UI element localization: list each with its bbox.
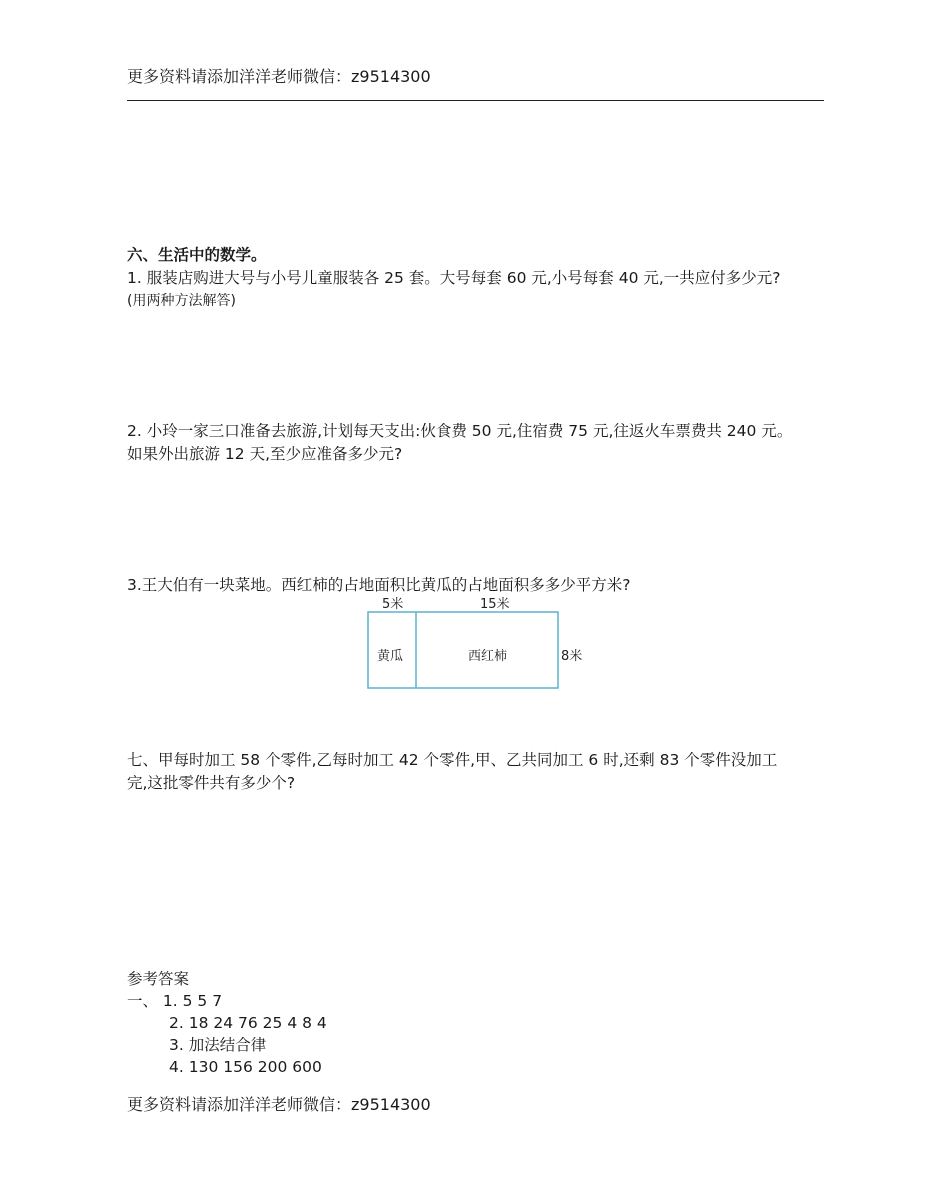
vegetable-plot-diagram — [352, 592, 622, 692]
header-rule — [127, 100, 824, 101]
q2-text-line2: 如果外出旅游 12 天,至少应准备多少元? — [127, 445, 403, 463]
section7-text-line1: 七、甲每时加工 58 个零件,乙每时加工 42 个零件,甲、乙共同加工 6 时,还剩 83 个零件没加工 — [127, 751, 778, 769]
q2-text-line1: 2. 小玲一家三口准备去旅游,计划每天支出:伙食费 50 元,住宿费 75 元,往返火车票费共 240 元。 — [127, 422, 793, 440]
tomato-region-label: 西红柿 — [468, 649, 508, 664]
plot-height-label: 8米 — [561, 649, 583, 664]
answer-line-3: 3. 加法结合律 — [169, 1036, 267, 1054]
page-footer: 更多资料请添加洋洋老师微信：z9514300 — [127, 1095, 431, 1114]
section7-text-line2: 完,这批零件共有多少个? — [127, 774, 296, 792]
cucumber-width-label: 5米 — [382, 597, 404, 612]
q3-text-line1: 3.王大伯有一块菜地。西红柿的占地面积比黄瓜的占地面积多多少平方米? — [127, 576, 631, 594]
section6-title: 六、生活中的数学。 — [127, 246, 267, 264]
answers-title: 参考答案 — [127, 970, 190, 988]
answer-line-2: 2. 18 24 76 25 4 8 4 — [169, 1014, 327, 1032]
answer-line-1: 一、 1. 5 5 7 — [127, 992, 223, 1010]
page-header: 更多资料请添加洋洋老师微信：z9514300 — [127, 67, 431, 86]
cucumber-region-label: 黄瓜 — [377, 649, 404, 664]
q1-text-line2: (用两种方法解答) — [127, 293, 236, 309]
q1-text-line1: 1. 服装店购进大号与小号儿童服装各 25 套。大号每套 60 元,小号每套 40 元,一共应付多少元? — [127, 269, 781, 287]
answer-line-4: 4. 130 156 200 600 — [169, 1058, 322, 1076]
tomato-width-label: 15米 — [480, 597, 510, 612]
